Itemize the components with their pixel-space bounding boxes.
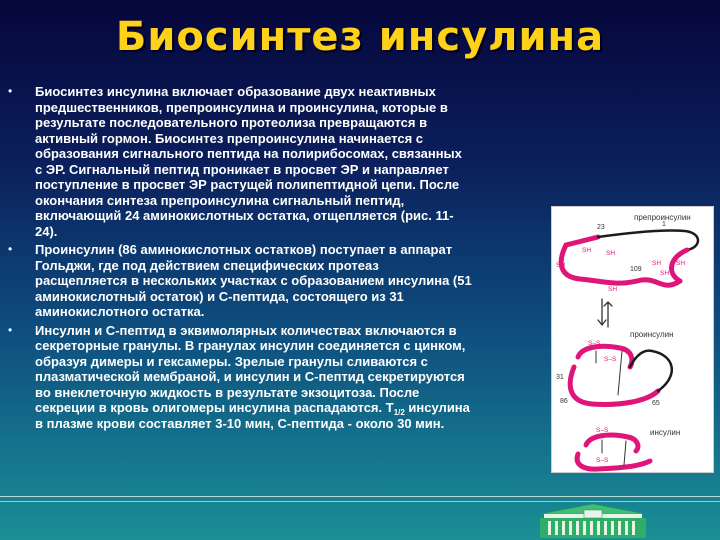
label-sh: SH [660,270,670,277]
proinsulin-b-chain [570,367,658,404]
bullet-text: Проинсулин (86 аминокислотных остатков) поступает в аппарат Гольджи, где под действием специфических протеаз расщепляется в нескольких участках с образованием инсулина (51 аминокислотный остаток) и С-пептида, состоящего из 31 аминокислотного остатка. [35,242,472,319]
label-residue-31: 31 [556,374,564,381]
half-life-subscript: 1/2 [393,408,405,417]
insulin-a-chain [586,435,638,451]
bullet-dot-icon: • [8,84,13,98]
label-insulin: инсулин [650,428,681,437]
bullet-list [8,84,548,432]
label-residue-1: 1 [662,221,666,228]
label-ss: S–S [588,340,601,347]
bullet-text-part: Инсулин и С-пептид в эквимолярных количествах включаются в секреторные гранулы. В гранулах инсулин соединяется с цинком, образуя димеры и гексамеры. Зрелые гранулы сливаются с плазматической мембраной, и инсулин и С-пептид секретируются во внеклеточную жидкость в результате экзоцитоза. После секреции в кровь олигомеры инсулина распадаются. T [35,322,466,415]
label-preproinsulin: препроинсулин [634,213,691,222]
label-sh: SH [676,260,686,267]
label-residue-23: 23 [597,224,605,231]
bullet-text-part: инсулина в плазме крови составляет 3-10 мин, С-пептида - около 30 мин. [35,400,470,431]
label-sh: SH [582,247,592,254]
label-residue-65: 65 [652,400,660,407]
label-residue-86: 86 [560,398,568,405]
arrow-up [604,302,612,327]
label-sh: SH [652,260,662,267]
label-ss: S–S [604,356,617,363]
label-residue-109: 109 [630,266,642,273]
label-ss: S–S [596,457,609,464]
arrow-down [598,299,606,325]
bullet-text [35,323,548,432]
figure-diagram [552,207,713,472]
bullet-item [8,84,548,239]
insulin-b-chain [577,454,650,469]
insulin-biosynthesis-figure [551,206,714,473]
label-ss: S–S [596,427,609,434]
preproinsulin-signal-peptide [566,237,598,245]
bullet-dot-icon: • [8,322,13,337]
bullet-dot-icon: • [8,242,13,256]
preproinsulin-b-chain [561,245,680,285]
preproinsulin-c-peptide [598,230,698,250]
disulfide-bond [624,441,626,465]
label-sh: SH [556,262,566,269]
disulfide-bond [618,351,622,395]
footer-divider [0,496,720,497]
label-sh: SH [608,286,618,293]
label-sh: SH [606,250,616,257]
building-logo-icon [532,500,654,540]
proinsulin-c-peptide [630,351,672,391]
label-proinsulin: проинсулин [630,330,674,339]
bullet-item [8,323,548,432]
bullet-text: Биосинтез инсулина включает образование двух неактивных предшественников, препроинсулина и проинсулина, которые в результате последовательного протеолиза превращаются в активный гормон. Биосинтез препроинсулина начинается с образования сигнального пептида на полирибосомах, связанных с ЭР. Сигнальный пептид проникает в просвет ЭР и направляет поступление в просвет ЭР растущей полипептидной цепи. После окончания синтеза препроинсулина сигнальный пептид, включающий 24 аминокислотных остатка, отщепляется (рис. 11- 24). [35,84,462,239]
bullet-item [8,242,548,320]
slide-title: Биосинтез инсулина [115,14,605,60]
